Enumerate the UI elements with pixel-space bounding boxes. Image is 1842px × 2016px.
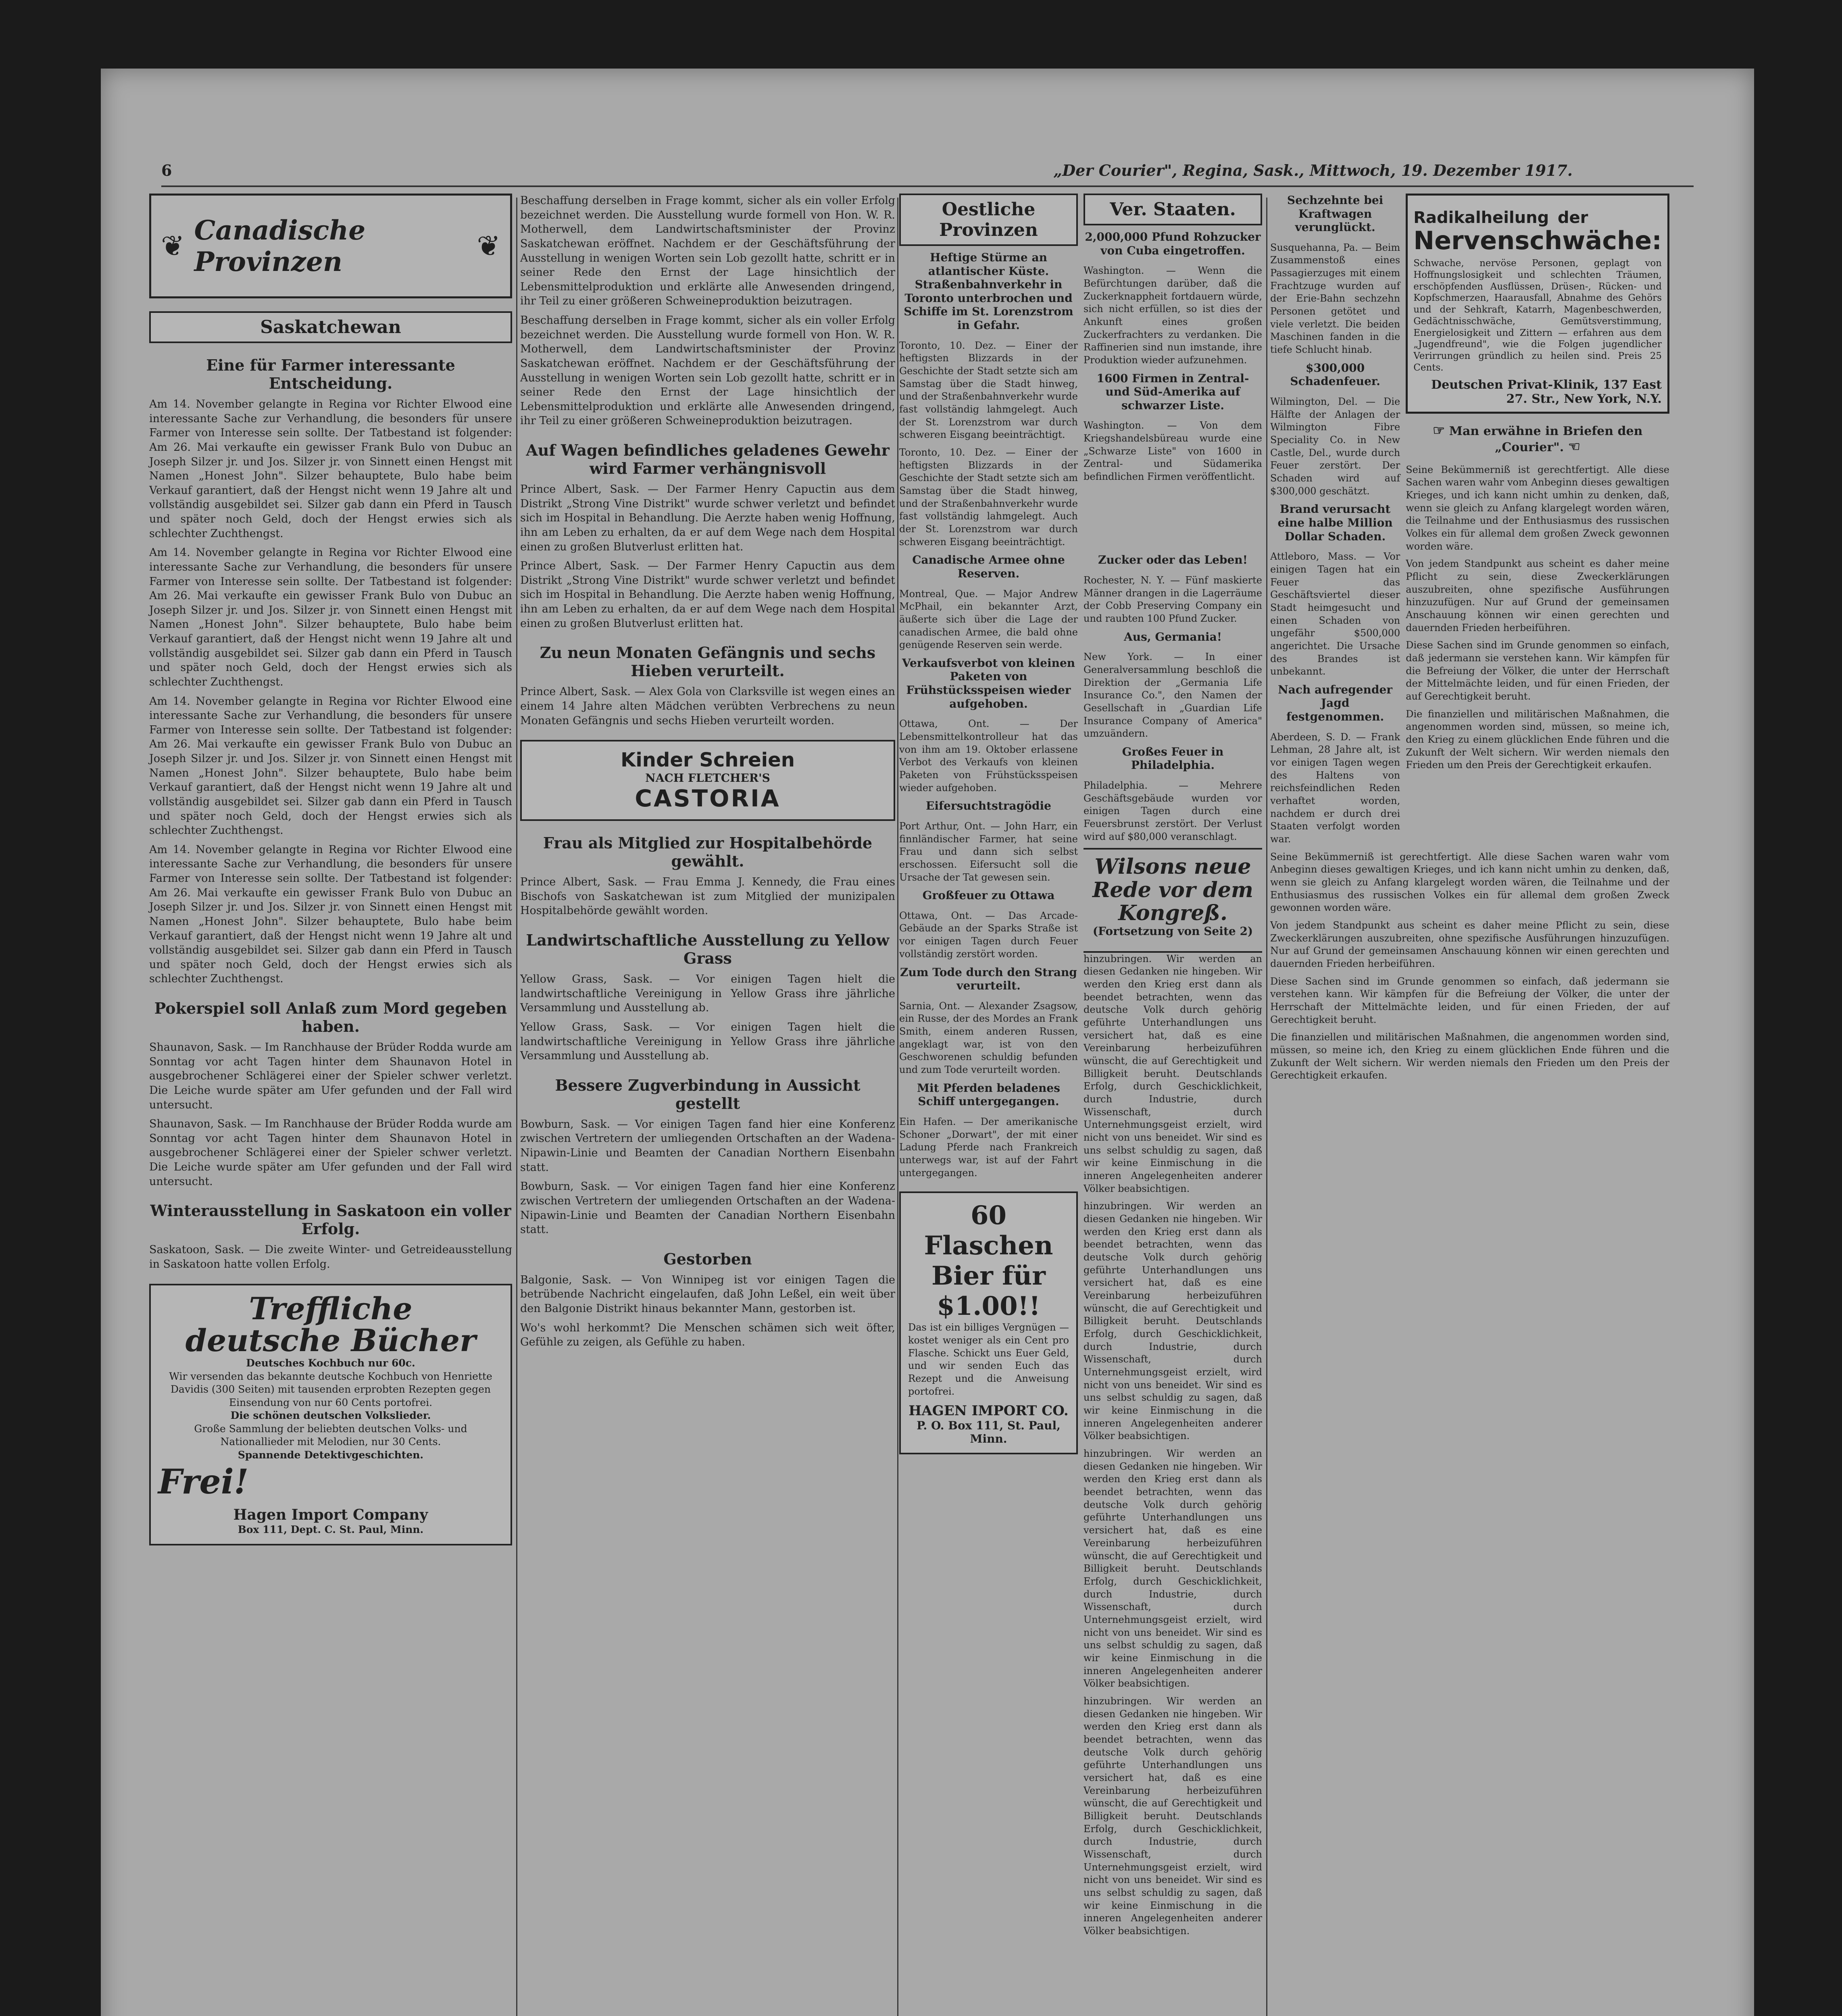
section-title: Canadische Provinzen [194,215,366,277]
column-2 [520,194,895,1354]
article-body: Beschaffung derselben in Frage kommt, sicher als ein voller Erfolg bezeichnet werden. Die Ausstellung wurde formell von Hon. W. R. Motherwell, dem Landwirtschaftsminister der Provinz Saskatchewan eröffnet. Nachdem er der Geschäftsführung der Ausstellung in wenigen Worten sein Lob gezollt hatte, schritt er in seiner Rede den Ernst der Lage hinsichtlich der Lebensmittelproduktion und erklärte alle Anwesenden dringend, ihr Teil zu einer größeren Schweineproduktion beizutragen. [520,314,895,427]
column-rule [897,198,898,2016]
article-subheadline: Aus, Germania! [1123,630,1222,644]
ad-line: Wir versenden das bekannte deutsche Kochbuch von Henriette Davidis (300 Seiten) mit tausenden erprobten Rezepten gegen Einsendung von nur 60 Cents portofrei. [169,1370,492,1408]
beer-advertisement [899,1191,1078,1454]
article-body: Von jedem Standpunkt aus scheint es daher meine Pflicht zu sein, diese Zweckerklärungen auszubreiten, ohne spezifische Ausführungen hinzuzufügen. Nur auf Grund der gemeinsamen Anschauung können wir einen gerechten und dauernden Frieden herbeiführen. [1270,920,1669,970]
article-subheadline: Nach aufregender Jagd festgenommen. [1278,683,1393,724]
article-body: Toronto, 10. Dez. — Einer der heftigsten Blizzards in der Geschichte der Stadt setzte sich am Samstag über die Stadt hinweg, und der Straßenbahnverkehr wurde fast vollständig lahmgelegt. Auch der St. Lorenzstrom war durch schweren Eisgang beeinträchtigt. [899,339,1078,441]
article-body: hinzubringen. Wir werden an diesen Gedanken nie hingeben. Wir werden den Krieg erst dann als beendet betrachten, wenn das deutsche Volk durch gehörig geführte Unterhandlungen uns versichert hat, daß es eine Vereinbarung herbeizuführen wünscht, die auf Gerechtigkeit und Billigkeit beruht. Deutschlands Erfolg, durch Geschicklichkeit, durch Industrie, durch Wissenschaft, durch Unternehmungsgeist erzielt, wird nicht von uns beneidet. Wir sind es uns selbst schuldig zu sagen, daß wir keine Einmischung in die inneren Angelegenheiten anderer Völker beabsichtigen. [1084,953,1262,1194]
article-subheadline: 1600 Firmen in Zentral- und Süd-Amerika auf schwarzer Liste. [1096,371,1249,412]
article-headline: Pokerspiel soll Anlaß zum Mord gegeben haben. [154,999,507,1035]
section-header-row [899,194,1262,553]
newspaper-page [101,69,1754,2016]
article-subheadline: 2,000,000 Pfund Rohzucker von Cuba eingetroffen. [1085,230,1261,257]
article-headline: Wilsons neue Rede vor dem Kongreß. [1092,854,1253,925]
article-body: Am 14. November gelangte in Regina vor Richter Elwood eine interessante Sache zur Verhandlung, die besonders für unsere Farmer von Interesse sein sollte. Der Tatbestand ist folgender: Am 26. Mai verkaufte ein gewisser Frank Bulo von Dubuc an Joseph Silzer jr. und Jos. Silzer jr. von Sinnett einen Hengst mit Namen „Honest John". Silzer behauptete, Bulo habe beim Verkauf garantiert, daß der Hengst nicht wenn 19 Jahre alt und vollständig ausgebildet sei. Silzer gab dann ein Pferd in Tausch und später noch Geld, doch der Hengst erwies sich als schlechter Zuchthengst. [149,546,512,688]
article-body: Bowburn, Sask. — Vor einigen Tagen fand hier eine Konferenz zwischen Vertretern der umliegenden Ortschaften an der Wadena-Nipawin-Linie und Beamten der Canadian Northern Eisenbahn statt. [520,1180,895,1236]
article-subheadline: $300,000 Schadenfeuer. [1290,361,1380,388]
article-body: Wo's wohl herkommt? Die Menschen schämen sich weit öfter, Gefühle zu zeigen, als Gefühle zu haben. [520,1321,895,1349]
article-subheadline: Brand verursacht eine halbe Million Dollar Schaden. [1277,502,1393,543]
article-body: Diese Sachen sind im Grunde genommen so einfach, daß jedermann sie verstehen kann. Wir kämpfen für die Befreiung der Völker, die unter der Herrschaft der Mittelmächte leiden, und für einen Frieden, der auf Gerechtigkeit beruht. [1270,975,1669,1025]
article-body: Bowburn, Sask. — Vor einigen Tagen fand hier eine Konferenz zwischen Vertretern der umliegenden Ortschaften an der Wadena-Nipawin-Linie und Beamten der Canadian Northern Eisenbahn statt. [520,1118,895,1174]
article-subheadline: Verkaufsverbot von kleinen Paketen von Frühstücksspeisen wieder aufgehoben. [902,656,1075,710]
article-body: Seine Bekümmerniß ist gerechtfertigt. Alle diese Sachen waren wahr vom Anbeginn dieses gewaltigen Krieges, und ich kann nicht umhin zu denken, daß, wenn sie gleich zu Anfang klargelegt worden wären, die Teilnahme und der Enthusiasmus des russischen Volkes ein für allemal dem großen Zweck gewonnen worden wäre. [1270,851,1669,914]
article-body: Am 14. November gelangte in Regina vor Richter Elwood eine interessante Sache zur Verhandlung, die besonders für unsere Farmer von Interesse sein sollte. Der Tatbestand ist folgender: Am 26. Mai verkaufte ein gewisser Frank Bulo von Dubuc an Joseph Silzer jr. und Jos. Silzer jr. von Sinnett einen Hengst mit Namen „Honest John". Silzer behauptete, Bulo habe beim Verkauf garantiert, daß der Hengst nicht wenn 19 Jahre alt und vollständig ausgebildet sei. Silzer gab dann ein Pferd in Tausch und später noch Geld, doch der Hengst erwies sich als schlechter Zuchthengst. [149,398,512,540]
article-body: Prince Albert, Sask. — Der Farmer Henry Capuctin aus dem Distrikt „Strong Vine Distrikt" wurde schwer verletzt und befindet sich im Hospital in Behandlung. Die Aerzte haben wenig Hoffnung, ihn am Leben zu erhalten, da er auf dem Wege nach dem Hospital einen zu großen Blutverlust erlitten hat. [520,560,895,630]
article-body: Balgonie, Sask. — Von Winnipeg ist vor einigen Tagen die betrübende Nachricht eingelaufen, daß John Leßel, ein weit über den Balgonie Distrikt hinaus bekannter Mann, gestorben ist. [520,1273,895,1315]
ad-line: Kinder Schreien [621,749,795,772]
article-body: Yellow Grass, Sask. — Vor einigen Tagen hielt die landwirtschaftliche Vereinigung in Yellow Grass ihre jährliche Versammlung und Ausstellung ab. [520,1020,895,1062]
article-subheadline: Zucker oder das Leben! [1098,553,1248,567]
article-body: Prince Albert, Sask. — Alex Gola von Clarksville ist wegen eines an einem 14 Jahre alten Mädchen verübten Verbrechens zu neun Monaten Gefängnis und sechs Hieben verurteilt worden. [520,685,895,727]
article-body: Ottawa, Ont. — Das Arcade-Gebäude an der Sparks Straße ist vor einigen Tagen durch Feuer vollständig zerstört worden. [899,910,1078,960]
ad-line: NACH FLETCHER'S [645,771,770,785]
article-headline: Winterausstellung in Saskatoon ein voller Erfolg. [150,1202,511,1238]
article-body: Attleboro, Mass. — Vor einigen Tagen hat ein Feuer das Geschäftsviertel dieser Stadt heimgesucht und einen Schaden von ungefähr $500,000 angerichtet. Die Ursache des Brandes ist unbekannt. [1270,551,1400,677]
article-body: Wilmington, Del. — Die Hälfte der Anlagen der Wilmington Fibre Speciality Co. in New Castle, Del., wurde durch Feuer zerstört. Der Schaden wird auf $300,000 geschätzt. [1270,396,1400,497]
article-body: Ottawa, Ont. — Der Lebensmittelkontrolleur hat das von ihm am 19. Oktober erlassene Verbot des Verkaufs von kleinen Paketen von Frühstücksspeisen wieder aufgehoben. [899,718,1078,793]
article-headline: Bessere Zugverbindung in Aussicht gestellt [555,1076,861,1112]
article-body: Diese Sachen sind im Grunde genommen so einfach, daß jedermann sie verstehen kann. Wir kämpfen für die Befreiung der Völker, die unter der Herrschaft der Mittelmächte leiden, und für einen Frieden, der auf Gerechtigkeit beruht. [1406,639,1669,702]
article-body: Rochester, N. Y. — Fünf maskierte Männer drangen in die Lagerräume der Cobb Preserving Company ein und raubten 100 Pfund Zucker. [1084,574,1262,624]
article-body: Yellow Grass, Sask. — Vor einigen Tagen hielt die landwirtschaftliche Vereinigung in Yellow Grass ihre jährliche Versammlung und Ausstellung ab. [520,973,895,1014]
article-body: Shaunavon, Sask. — Im Ranchhause der Brüder Rodda wurde am Sonntag vor acht Tagen hinter dem Shaunavon Hotel in ausgebrochener Schlägerei einer der Spieler schwer verletzt. Die Leiche wurde später am Ufer gefunden und der Fall wird untersucht. [149,1118,512,1188]
top-row [1270,194,1669,851]
ad-body: Das ist ein billiges Vergnügen — kostet weniger als ein Cent pro Flasche. Schickt uns Euer Geld, und wir senden Euch das Rezept und die Anweisung portofrei. [908,1322,1069,1397]
article-body: Seine Bekümmerniß ist gerechtfertigt. Alle diese Sachen waren wahr vom Anbeginn dieses gewaltigen Krieges, und ich kann nicht umhin zu denken, daß, wenn sie gleich zu Anfang klargelegt worden wären, die Teilnahme und der Enthusiasmus des russischen Volkes ein für allemal dem großen Zweck gewonnen worden wäre. [1406,464,1669,552]
ad-footer: Deutschen Privat-Klinik, 137 East 27. Str., New York, N.Y. [1431,377,1662,406]
article-body: Die finanziellen und militärischen Maßnahmen, die angenommen worden sind, müssen, so meine ich, den Krieg zu einem glücklichen Ende führen und die Zukunft der Welt sichern. Wir werden niemals den Frieden um den Preis der Gerechtigkeit erkaufen. [1270,1031,1669,1081]
ad-company: HAGEN IMPORT CO. [908,1403,1069,1419]
article-subheadline: Zum Tode durch den Strang verurteilt. [900,965,1077,993]
ad-title-2: Nervenschwäche: [1413,226,1662,256]
article-body: Beschaffung derselben in Frage kommt, sicher als ein voller Erfolg bezeichnet werden. Die Ausstellung wurde formell von Hon. W. R. Motherwell, dem Landwirtschaftsminister der Provinz Saskatchewan eröffnet. Nachdem er der Geschäftsführung der Ausstellung in wenigen Worten sein Lob gezollt hatte, schritt er in seiner Rede den Ernst der Lage hinsichtlich der Lebensmittelproduktion und erklärte alle Anwesenden dringend, ihr Teil zu einer größeren Schweineproduktion beizutragen. [520,194,895,308]
castoria-advertisement [520,740,895,821]
article-body: Sarnia, Ont. — Alexander Zsagsow, ein Russe, der des Mordes an Frank Smith, einem anderen Russen, angeklagt war, ist von den Geschworenen schuldig befunden und zum Tode verurteilt worden. [899,1000,1078,1076]
column-1 [149,194,512,1558]
article-body: Prince Albert, Sask. — Der Farmer Henry Capuctin aus dem Distrikt „Strong Vine Distrikt" wurde schwer verletzt und befindet sich im Hospital in Behandlung. Die Aerzte haben wenig Hoffnung, ihn am Leben zu erhalten, da er auf dem Wege nach dem Hospital einen zu großen Blutverlust erlitten hat. [520,483,895,553]
ad-line: Spannende Detektivgeschichten. [238,1449,424,1461]
wilson-article-header [1084,848,1262,952]
article-body: Montreal, Que. — Major Andrew McPhail, ein bekannter Arzt, äußerte sich über die Lage der canadischen Armee, die bald ohne genügende Reserven sein werde. [899,588,1078,651]
ad-title-main: Radikalheilung [1413,208,1549,227]
article-subheadline: Sechzehnte bei Kraftwagen verunglückt. [1287,194,1384,234]
nerve-cure-advertisement [1406,194,1669,414]
ad-line: Große Sammlung der beliebten deutschen Volks- und Nationallieder mit Melodien, nur 30 Cents. [194,1422,467,1448]
article-body: Aberdeen, S. D. — Frank Lehman, 28 Jahre alt, ist vor einigen Tagen wegen des Haltens von reichsfeindlichen Reden verhaftet worden, nachdem er durch drei Staaten verfolgt worden war. [1270,731,1400,845]
ad-line: Die schönen deutschen Volkslieder. [230,1410,431,1422]
article-body: Washington. — Von dem Kriegshandelsbüreau wurde eine „Schwarze Liste" von 1600 in Zentral- und Südamerika befindlichen Firmen veröffentlicht. [1084,420,1262,483]
courier-notice [1406,423,1669,455]
ad-line: CASTORIA [635,785,781,812]
ornament-icon: ❦ [161,229,185,262]
ad-title-small: der [1557,208,1588,227]
article-headline: Landwirtschaftliche Ausstellung zu Yellow Grass [526,931,890,967]
ad-line: Deutsches Kochbuch nur 60c. [246,1357,415,1369]
book-advertisement [149,1284,512,1545]
article-subheadline: Canadische Armee ohne Reserven. [912,553,1065,580]
section-name: Saskatchewan [149,311,512,343]
article-body: Washington. — Wenn die Befürchtungen darüber, daß die Zuckerknappheit fortdauern würde, sich nicht erfüllen, so ist dies der Ankunft eines großen Zuckerfrachters zu verdanken. Die Raffinerien sind nun imstande, ihre Produktion wieder aufzunehmen. [1084,265,1262,366]
article-row [899,553,1262,1942]
ad-address: P. O. Box 111, St. Paul, Minn. [917,1419,1061,1446]
page-number: 6 [161,161,172,179]
ad-title: Treffliche [249,1290,413,1327]
article-body: Saskatoon, Sask. — Die zweite Winter- und Getreideausstellung in Saskatoon hatte vollen Erfolg. [149,1243,512,1270]
ad-title: deutsche Bücher [185,1322,476,1359]
article-body: Ein Hafen. — Der amerikanische Schoner „Dorwart", der mit einer Ladung Pferde nach Frankreich unterwegs war, ist auf der Fahrt untergegangen. [899,1116,1078,1179]
notice-text: Man erwähne in Briefen den „Courier". [1449,424,1643,454]
article-body: hinzubringen. Wir werden an diesen Gedanken nie hingeben. Wir werden den Krieg erst dann als beendet betrachten, wenn das deutsche Volk durch gehörig geführte Unterhandlungen uns versichert hat, daß es eine Vereinbarung herbeizuführen wünscht, die auf Gerechtigkeit und Billigkeit beruht. Deutschlands Erfolg, durch Geschicklichkeit, durch Industrie, durch Wissenschaft, durch Unternehmungsgeist erzielt, wird nicht von uns beneidet. Wir sind es uns selbst schuldig zu sagen, daß wir keine Einmischung in die inneren Angelegenheiten anderer Völker beabsichtigen. [1084,1448,1262,1689]
article-subheadline: (Fortsetzung von Seite 2) [1092,925,1253,938]
ad-body: Schwache, nervöse Personen, geplagt von Hoffnungslosigkeit und schlechten Träumen, erschöpfenden Ausflüssen, Drüsen-, Rücken- und Kopfschmerzen, Haarausfall, Abnahme des Gehörs und der Sehkraft, Katarrh, Magenbeschwerden, Gedächtnisschwäche, Gemütsverstimmung, Energielosigkeit und Zittern — erfahren aus dem „Jugendfreund", wie die Folgen jugendlicher Verirrungen gründlich zu heilen sind. Preis 25 Cents. [1413,258,1662,373]
article-body: Die finanziellen und militärischen Maßnahmen, die angenommen worden sind, müssen, so meine ich, den Krieg zu einem glücklichen Ende führen und die Zukunft der Welt sichern. Wir werden niemals den Frieden um den Preis der Gerechtigkeit erkaufen. [1406,708,1669,771]
article-subheadline: Großfeuer zu Ottawa [922,889,1055,902]
article-subheadline: Heftige Stürme an atlantischer Küste. Straßenbahnverkehr in Toronto unterbrochen und Schiffe im St. Lorenzstrom in Gefahr. [904,251,1073,332]
column-3 [899,194,1262,1943]
article-body: Philadelphia. — Mehrere Geschäftsgebäude wurden vor einigen Tagen durch eine Feuersbrunst zerstört. Der Verlust wird auf $80,000 veranschlagt. [1084,780,1262,842]
hand-pointer-icon: ☜ [1568,438,1581,455]
article-subheadline: Mit Pferden beladenes Schiff untergegangen. [917,1081,1060,1108]
section-title-box [149,194,512,298]
section-name: Ver. Staaten. [1084,194,1262,225]
article-body: New York. — In einer Generalversammlung beschloß die Direktion der „Germania Life Insurance Co.", den Namen der Gesellschaft in „Guardian Life Insurance Company of America" umzuändern. [1084,651,1262,739]
article-headline: Frau als Mitglied zur Hospitalbehörde gewählt. [543,834,873,871]
article-body: Am 14. November gelangte in Regina vor Richter Elwood eine interessante Sache zur Verhandlung, die besonders für unsere Farmer von Interesse sein sollte. Der Tatbestand ist folgender: Am 26. Mai verkaufte ein gewisser Frank Bulo von Dubuc an Joseph Silzer jr. und Jos. Silzer jr. von Sinnett einen Hengst mit Namen „Honest John". Silzer behauptete, Bulo habe beim Verkauf garantiert, daß der Hengst nicht wenn 19 Jahre alt und vollständig ausgebildet sei. Silzer gab dann ein Pferd in Tausch und später noch Geld, doch der Hengst erwies sich als schlechter Zuchthengst. [149,843,512,985]
article-headline: Auf Wagen befindliches geladenes Gewehr wird Farmer verhängnisvoll [526,441,890,477]
article-body: Port Arthur, Ont. — John Harr, ein finnländischer Farmer, hat seine Frau und dann sich selbst erschossen. Eifersucht soll die Ursache der Tat gewesen sein. [899,820,1078,883]
article-headline: Gestorben [663,1250,752,1268]
article-headline: Zu neun Monaten Gefängnis und sechs Hieben verurteilt. [540,644,876,680]
article-body: Toronto, 10. Dez. — Einer der heftigsten Blizzards in der Geschichte der Stadt setzte sich am Samstag über die Stadt hinweg, und der Straßenbahnverkehr wurde fast vollständig lahmgelegt. Auch der St. Lorenzstrom war durch schweren Eisgang beeinträchtigt. [899,446,1078,548]
hand-pointer-icon: ☞ [1432,422,1445,439]
article-headline: Eine für Farmer interessante Entscheidung. [206,356,455,392]
ad-company: Hagen Import Company [233,1506,428,1524]
page-header [161,161,1694,187]
ad-title [1413,201,1662,227]
ornament-icon: ❦ [477,229,500,262]
article-body: hinzubringen. Wir werden an diesen Gedanken nie hingeben. Wir werden den Krieg erst dann als beendet betrachten, wenn das deutsche Volk durch gehörig geführte Unterhandlungen uns versichert hat, daß es eine Vereinbarung herbeizuführen wünscht, die auf Gerechtigkeit und Billigkeit beruht. Deutschlands Erfolg, durch Geschicklichkeit, durch Industrie, durch Wissenschaft, durch Unternehmungsgeist erzielt, wird nicht von uns beneidet. Wir sind es uns selbst schuldig zu sagen, daß wir keine Einmischung in die inneren Angelegenheiten anderer Völker beabsichtigen. [1084,1695,1262,1937]
free-logo: Frei! [158,1462,249,1502]
article-body: Von jedem Standpunkt aus scheint es daher meine Pflicht zu sein, diese Zweckerklärungen auszubreiten, ohne spezifische Ausführungen hinzuzufügen. Nur auf Grund der gemeinsamen Anschauung können wir einen gerechten und dauernden Frieden herbeiführen. [1406,558,1669,633]
article-subheadline: Großes Feuer in Philadelphia. [1122,745,1224,772]
article-body: Shaunavon, Sask. — Im Ranchhause der Brüder Rodda wurde am Sonntag vor acht Tagen hinter dem Shaunavon Hotel in ausgebrochener Schlägerei einer der Spieler schwer verletzt. Die Leiche wurde später am Ufer gefunden und der Fall wird untersucht. [149,1041,512,1111]
section-name: Oestliche Provinzen [899,194,1078,246]
column-4 [1270,194,1669,1087]
column-rule [1266,198,1267,2016]
article-subheadline: Eifersuchtstragödie [926,799,1051,813]
article-body: Am 14. November gelangte in Regina vor Richter Elwood eine interessante Sache zur Verhandlung, die besonders für unsere Farmer von Interesse sein sollte. Der Tatbestand ist folgender: Am 26. Mai verkaufte ein gewisser Frank Bulo von Dubuc an Joseph Silzer jr. und Jos. Silzer jr. von Sinnett einen Hengst mit Namen „Honest John". Silzer behauptete, Bulo habe beim Verkauf garantiert, daß der Hengst nicht wenn 19 Jahre alt und vollständig ausgebildet sei. Silzer gab dann ein Pferd in Tausch und später noch Geld, doch der Hengst erwies sich als schlechter Zuchthengst. [149,695,512,837]
article-body: Prince Albert, Sask. — Frau Emma J. Kennedy, die Frau eines Bischofs von Saskatchewan ist zum Mitglied der munizipalen Hospitalbehörde gewählt worden. [520,876,895,917]
article-body: Susquehanna, Pa. — Beim Zusammenstoß eines Passagierzuges mit einem Frachtzuge wurden auf der Erie-Bahn sechzehn Personen getötet und viele verletzt. Die beiden Maschinen fanden in die tiefe Schlucht hinab. [1270,242,1400,356]
masthead: „Der Courier", Regina, Sask., Mittwoch, 19. Dezember 1917. [1053,161,1573,179]
ad-title: 60 Flaschen Bier für $1.00!! [924,1200,1053,1322]
column-rule [516,198,517,2016]
ad-address: Box 111, Dept. C. St. Paul, Minn. [238,1524,424,1536]
article-body: hinzubringen. Wir werden an diesen Gedanken nie hingeben. Wir werden den Krieg erst dann als beendet betrachten, wenn das deutsche Volk durch gehörig geführte Unterhandlungen uns versichert hat, daß es eine Vereinbarung herbeizuführen wünscht, die auf Gerechtigkeit und Billigkeit beruht. Deutschlands Erfolg, durch Geschicklichkeit, durch Industrie, durch Wissenschaft, durch Unternehmungsgeist erzielt, wird nicht von uns beneidet. Wir sind es uns selbst schuldig zu sagen, daß wir keine Einmischung in die inneren Angelegenheiten anderer Völker beabsichtigen. [1084,1200,1262,1442]
